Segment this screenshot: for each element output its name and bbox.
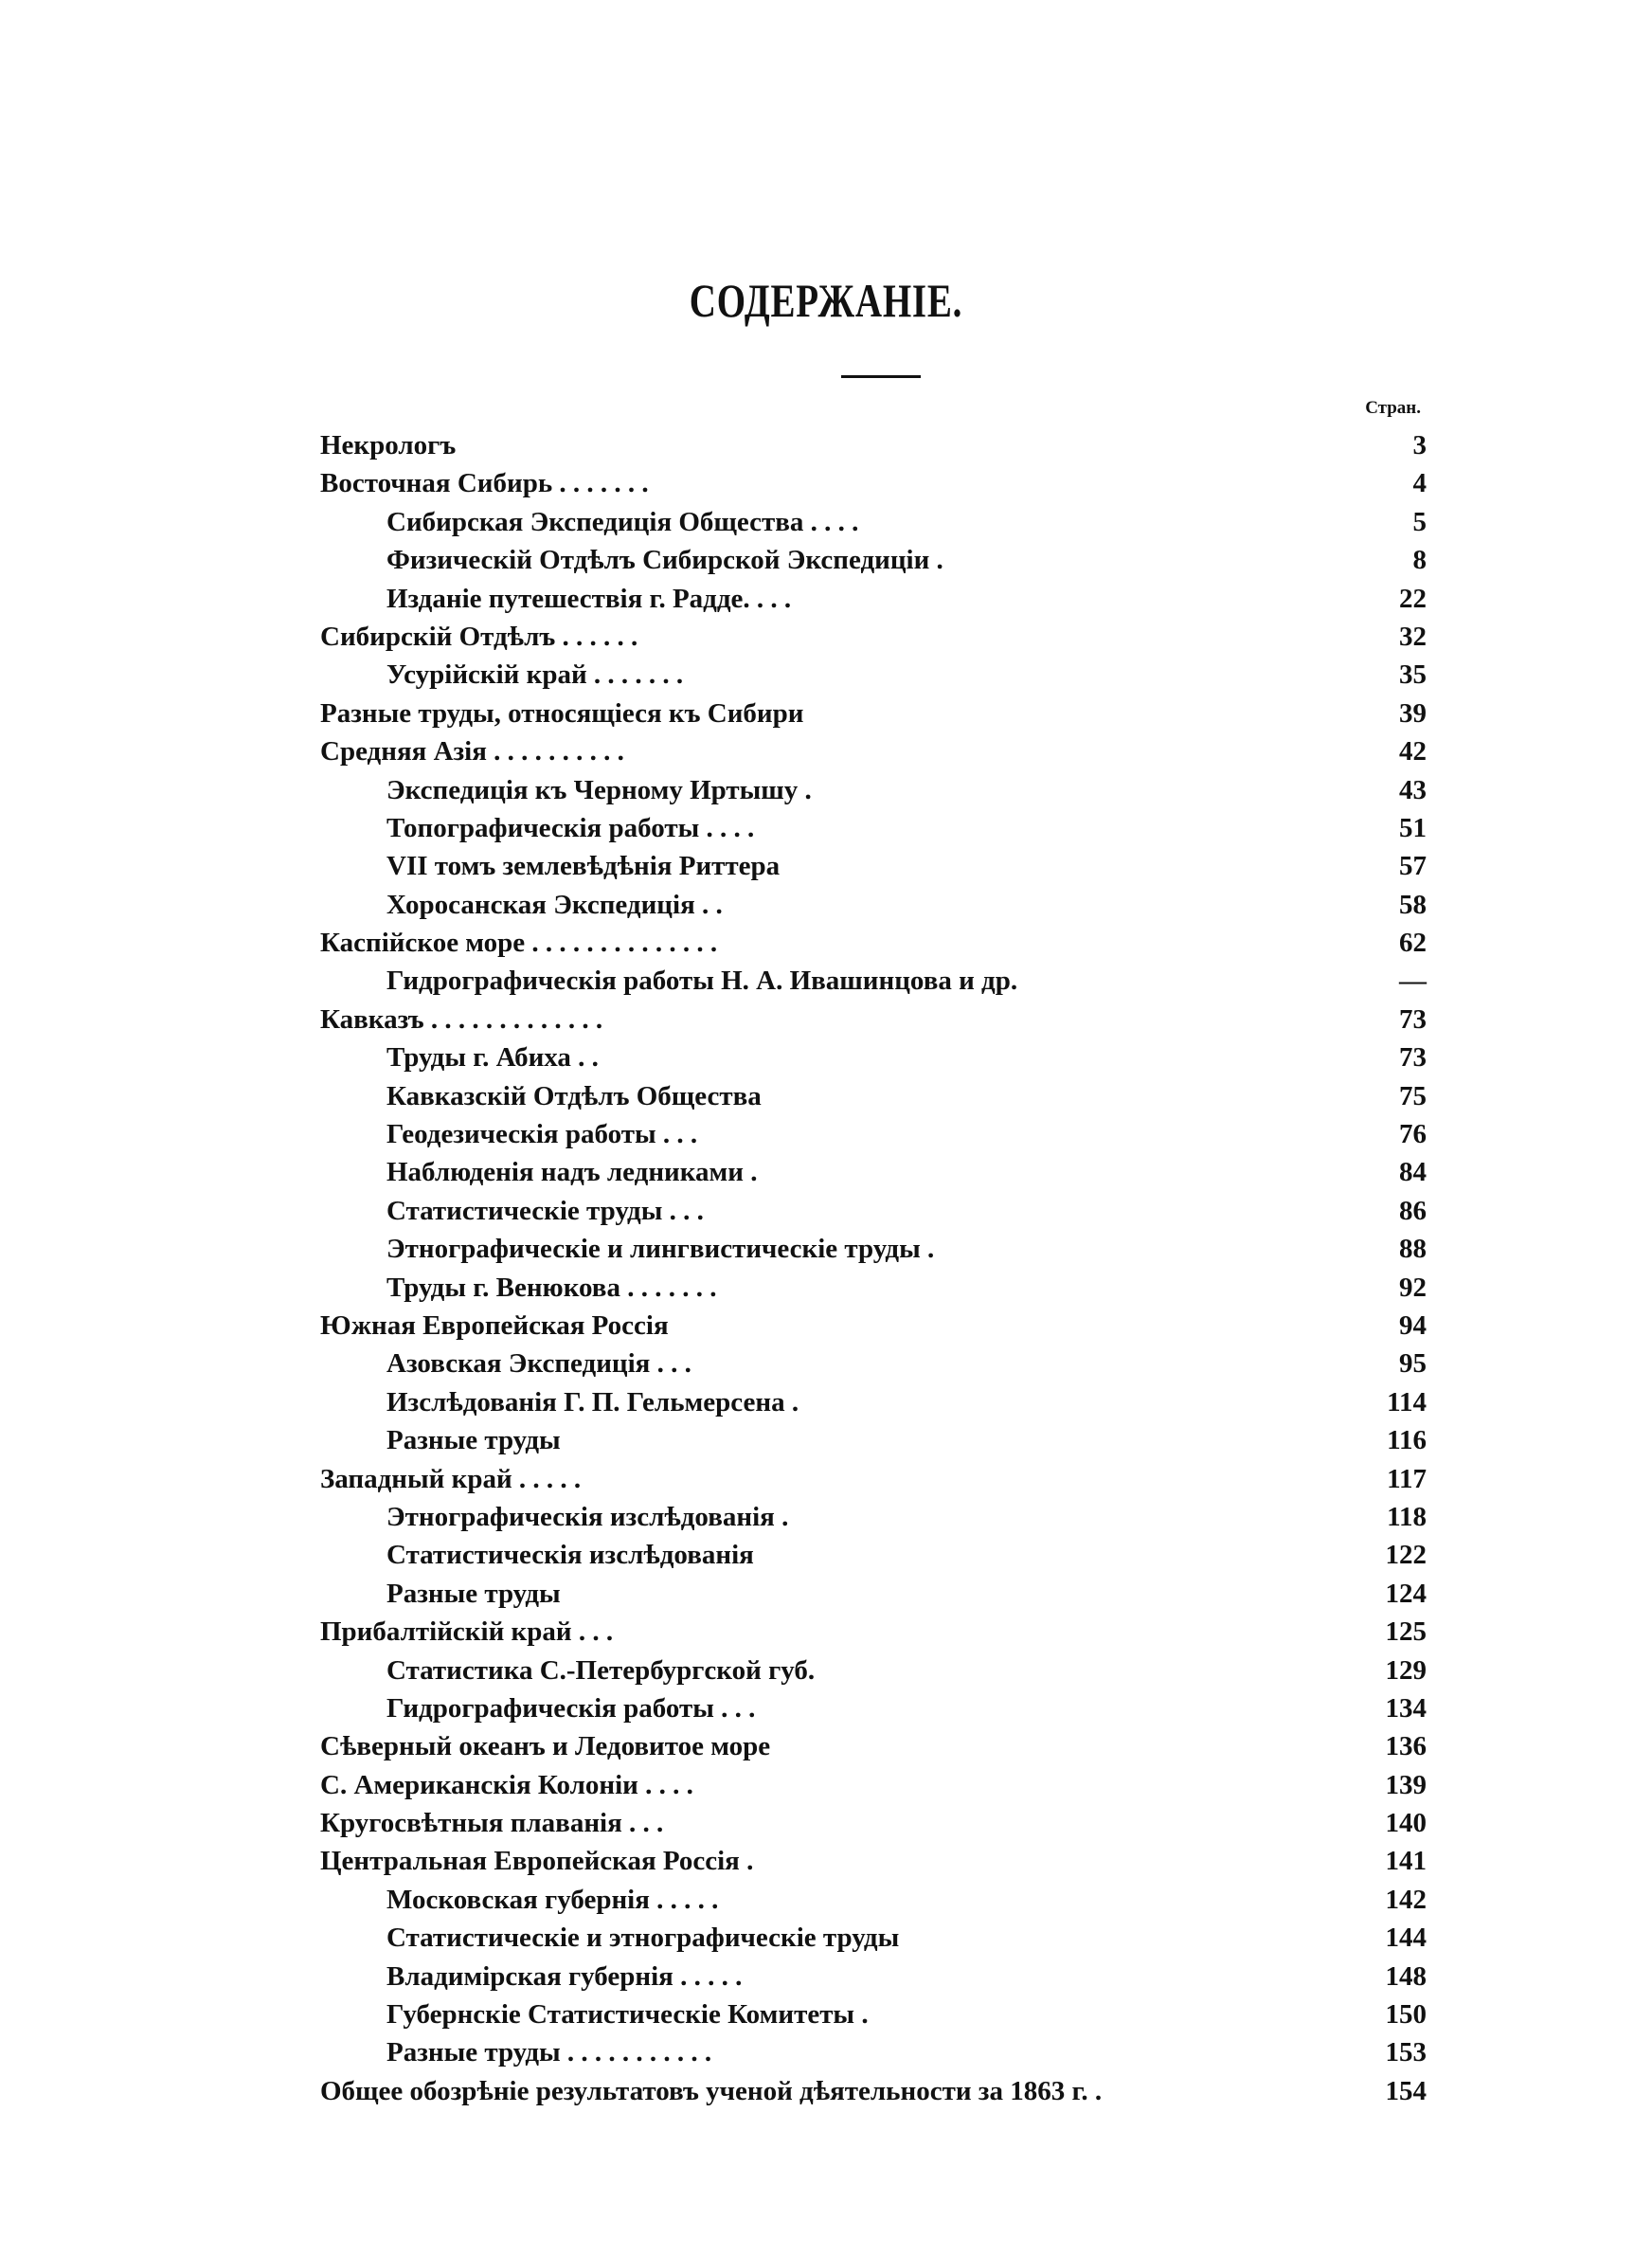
toc-entry	[320, 1881, 1427, 1919]
table-of-contents	[320, 426, 1427, 2110]
toc-entry	[320, 924, 1427, 962]
toc-entry-page: 73	[1399, 1042, 1427, 1074]
toc-entry	[320, 1115, 1427, 1153]
toc-entry	[320, 1613, 1427, 1651]
toc-entry	[320, 541, 1427, 579]
toc-entry-title: Экспедицiя къ Черному Иртышу .	[386, 774, 812, 805]
toc-entry-title: Наблюденiя надъ ледниками .	[386, 1157, 758, 1188]
toc-entry	[320, 962, 1427, 1000]
toc-entry	[320, 1269, 1427, 1307]
toc-entry	[320, 1689, 1427, 1727]
toc-entry-page: 88	[1399, 1234, 1427, 1265]
toc-entry-page: 95	[1399, 1348, 1427, 1380]
toc-entry-title: Гидрографическiя работы Н. А. Ивашинцова и др.	[386, 966, 1018, 997]
toc-entry-title: Кавказскiй Отдѣлъ Общества	[386, 1080, 762, 1111]
toc-entry-title: Некрологъ	[320, 430, 457, 460]
toc-entry-title: Статистика С.-Петербургской губ.	[386, 1654, 816, 1686]
toc-entry-title: Владимiрская губернiя . . . . .	[386, 1960, 743, 1992]
title-divider	[841, 375, 921, 378]
toc-entry-page: 114	[1387, 1386, 1427, 1417]
toc-entry	[320, 464, 1427, 502]
toc-entry-page: 144	[1385, 1923, 1427, 1954]
toc-entry-page: 153	[1385, 2037, 1427, 2068]
toc-entry-page: 32	[1399, 621, 1427, 652]
toc-entry-page: 116	[1387, 1425, 1427, 1456]
toc-entry	[320, 1766, 1427, 1804]
toc-entry-page: 122	[1385, 1540, 1427, 1571]
toc-entry-page: 142	[1385, 1884, 1427, 1915]
toc-entry-page: 35	[1399, 659, 1427, 691]
toc-entry-title: Губернскiе Статистическiе Комитеты .	[386, 1999, 869, 2031]
toc-entry	[320, 1727, 1427, 1765]
toc-entry-page: 8	[1412, 545, 1427, 576]
toc-entry-title: Усурiйскiй край . . . . . . .	[386, 659, 684, 691]
toc-entry-title: Хоросанская Экспедицiя . .	[386, 889, 723, 920]
toc-entry	[320, 886, 1427, 924]
toc-entry-title: Гидрографическiя работы . . .	[386, 1692, 756, 1724]
toc-entry-page: 124	[1385, 1578, 1427, 1609]
toc-entry-page: 129	[1385, 1654, 1427, 1686]
toc-entry-title: Труды г. Венюкова . . . . . . .	[386, 1272, 717, 1303]
toc-entry	[320, 1421, 1427, 1459]
toc-entry	[320, 1958, 1427, 1995]
toc-entry	[320, 1498, 1427, 1536]
toc-entry	[320, 656, 1427, 694]
toc-entry-page: 141	[1385, 1846, 1427, 1877]
toc-entry-page: 3	[1412, 430, 1427, 460]
toc-entry-title: Физическiй Отдѣлъ Сибирской Экспедицiи .	[386, 545, 943, 576]
toc-entry-page: 154	[1385, 2075, 1427, 2106]
toc-entry-page: —	[1399, 966, 1427, 997]
toc-entry	[320, 1307, 1427, 1345]
toc-entry-page: 148	[1385, 1960, 1427, 1992]
toc-entry-title: Разные труды	[386, 1425, 561, 1456]
toc-entry	[320, 1536, 1427, 1574]
toc-entry-page: 134	[1385, 1692, 1427, 1724]
toc-entry	[320, 695, 1427, 732]
toc-entry	[320, 809, 1427, 847]
toc-entry-title: Сѣверный океанъ и Ледовитое море	[320, 1731, 771, 1762]
toc-entry-title: Разные труды, относящiеся къ Сибири	[320, 697, 804, 729]
toc-entry-page: 150	[1385, 1999, 1427, 2031]
toc-entry-page: 22	[1399, 583, 1427, 614]
toc-entry	[320, 1652, 1427, 1689]
toc-entry	[320, 732, 1427, 770]
toc-entry	[320, 1038, 1427, 1076]
toc-entry-title: Кругосвѣтныя плаванiя . . .	[320, 1808, 664, 1839]
toc-entry-page: 4	[1412, 468, 1427, 499]
toc-entry	[320, 1460, 1427, 1498]
toc-entry	[320, 1804, 1427, 1842]
toc-entry-page: 140	[1385, 1808, 1427, 1839]
toc-entry-page: 51	[1399, 812, 1427, 843]
toc-entry-page: 86	[1399, 1195, 1427, 1226]
toc-entry-title: Изданiе путешествiя г. Радде. . . .	[386, 583, 792, 614]
toc-entry	[320, 1001, 1427, 1038]
toc-entry	[320, 426, 1427, 464]
toc-entry-title: Изслѣдованiя Г. П. Гельмерсена .	[386, 1386, 799, 1417]
toc-entry-title: Сибирская Экспедицiя Общества . . . .	[386, 506, 859, 537]
toc-entry-page: 76	[1399, 1119, 1427, 1150]
toc-entry	[320, 1077, 1427, 1115]
toc-entry-page: 139	[1385, 1769, 1427, 1800]
toc-entry	[320, 847, 1427, 885]
toc-entry-page: 42	[1399, 736, 1427, 767]
toc-entry-page: 62	[1399, 928, 1427, 959]
toc-entry-title: Статистическiе труды . . .	[386, 1195, 704, 1226]
toc-entry-title: Московская губернiя . . . . .	[386, 1884, 719, 1915]
page-title: СОДЕРЖАНIЕ.	[689, 274, 963, 327]
toc-entry-page: 136	[1385, 1731, 1427, 1762]
toc-entry	[320, 618, 1427, 656]
toc-entry-title: Прибалтiйскiй край . . .	[320, 1616, 614, 1648]
toc-entry-page: 58	[1399, 889, 1427, 920]
toc-entry-page: 94	[1399, 1309, 1427, 1341]
toc-entry	[320, 1995, 1427, 2033]
toc-entry	[320, 1842, 1427, 1880]
toc-entry-title: Геодезическiя работы . . .	[386, 1119, 698, 1150]
toc-entry-title: Этнографическiя изслѣдованiя .	[386, 1501, 789, 1532]
toc-entry-title: С. Американскiя Колонiи . . . .	[320, 1769, 693, 1800]
toc-entry-page: 43	[1399, 774, 1427, 805]
toc-entry-page: 75	[1399, 1080, 1427, 1111]
page-column-label: Стран.	[1365, 398, 1421, 418]
toc-entry	[320, 771, 1427, 809]
toc-entry-title: Топографическiя работы . . . .	[386, 812, 755, 843]
toc-entry	[320, 2072, 1427, 2110]
toc-entry	[320, 1345, 1427, 1382]
toc-entry-title: Сибирскiй Отдѣлъ . . . . . .	[320, 621, 638, 652]
toc-entry-title: Южная Европейская Россiя	[320, 1309, 669, 1341]
toc-entry-title: Каспiйское море . . . . . . . . . . . . . .	[320, 928, 718, 959]
toc-entry	[320, 1383, 1427, 1421]
toc-entry-page: 73	[1399, 1003, 1427, 1035]
toc-entry-title: Восточная Сибирь . . . . . . .	[320, 468, 649, 499]
toc-entry-page: 117	[1387, 1463, 1427, 1494]
toc-entry-title: Средняя Азiя . . . . . . . . . .	[320, 736, 624, 767]
toc-entry-title: Азовская Экспедицiя . . .	[386, 1348, 691, 1380]
toc-entry-title: Кавказъ . . . . . . . . . . . . .	[320, 1003, 603, 1035]
toc-entry-page: 84	[1399, 1157, 1427, 1188]
toc-entry	[320, 1192, 1427, 1230]
toc-entry	[320, 1575, 1427, 1613]
toc-entry-title: Центральная Европейская Россiя .	[320, 1846, 754, 1877]
toc-entry-title: Этнографическiе и лингвистическiе труды .	[386, 1234, 935, 1265]
toc-entry-title: VII томъ землевѣдѣнiя Риттера	[386, 851, 781, 882]
toc-entry-title: Статистическiе и этнографическiе труды	[386, 1923, 900, 1954]
toc-entry	[320, 1153, 1427, 1191]
toc-entry-title: Труды г. Абиха . .	[386, 1042, 599, 1074]
toc-entry-page: 125	[1385, 1616, 1427, 1648]
toc-entry-title: Общее обозрѣнiе результатовъ ученой дѣятельности за 1863 г. .	[320, 2075, 1103, 2106]
toc-entry	[320, 2033, 1427, 2071]
toc-entry	[320, 1230, 1427, 1268]
toc-entry-title: Статистическiя изслѣдованiя	[386, 1540, 754, 1571]
toc-entry-page: 39	[1399, 697, 1427, 729]
toc-entry	[320, 503, 1427, 541]
toc-entry-title: Разные труды	[386, 1578, 561, 1609]
toc-entry-page: 5	[1412, 506, 1427, 537]
toc-entry	[320, 1919, 1427, 1957]
toc-entry-page: 92	[1399, 1272, 1427, 1303]
toc-entry-title: Западный край . . . . .	[320, 1463, 582, 1494]
toc-entry-page: 118	[1387, 1501, 1427, 1532]
toc-entry-title: Разные труды . . . . . . . . . . .	[386, 2037, 712, 2068]
toc-entry	[320, 580, 1427, 618]
toc-entry-page: 57	[1399, 851, 1427, 882]
